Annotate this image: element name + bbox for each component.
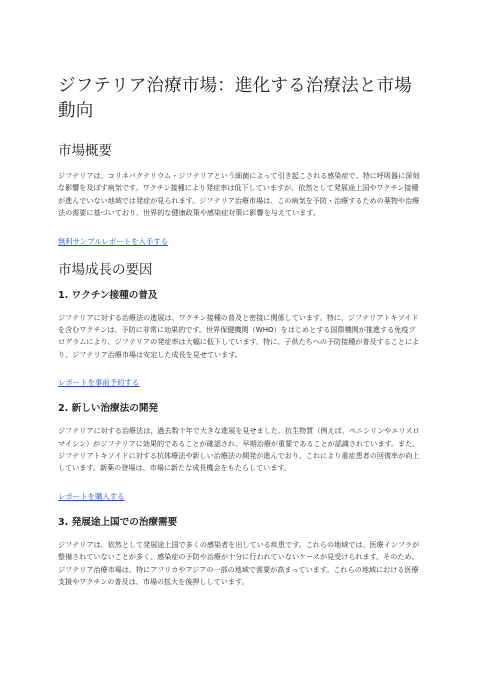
overview-heading: 市場概要 (58, 143, 112, 159)
overview-paragraph: ジフテリアは、コリネバクテリウム・ジフテリアという細菌によって引き起こされる感染症で、特に呼吸器に深刻な影響を及ぼす病気です。ワクチン接種により発症率は低下していますが、依然として発展途上国やワクチン接種が進んでいない地域では発症が見られます。ジフテリア治療市場は、この病気を予防・治療するための薬物や治療法の需要に基づいており、世界的な健康政策や感染症対策に影響を与えています。 (58, 171, 420, 218)
preorder-report-link[interactable]: レポートを事前予約する (58, 378, 140, 388)
growth-heading: 市場成長の要因 (58, 261, 153, 278)
section-developing-countries-title: 3. 発展途上国での治療需要 (58, 516, 178, 528)
free-sample-link[interactable]: 無料サンプルレポートを入手する (58, 236, 169, 246)
buy-report-link[interactable]: レポートを購入する (58, 491, 125, 501)
section-vaccination-paragraph: ジフテリアに対する治療法の進展は、ワクチン接種の普及と密接に関係しています。特に、ジフテリアトキソイドを含むワクチンは、予防に非常に効果的です。世界保健機関（WHO）をはじめとする国際機関が推進する免疫プログラムにより、ジフテリアの発症率は大幅に低下しています。特に、子供たちへの予防接種が普及することにより、ジフテリア治療市場は安定した成長を見せています。 (58, 312, 420, 359)
document-content (58, 74, 422, 598)
section-new-treatment-title: 2. 新しい治療法の開発 (58, 403, 159, 415)
page-title: ジフテリア治療市場：進化する治療法と市場動向 (58, 76, 412, 121)
section-vaccination-title: 1. ワクチン接種の普及 (58, 289, 158, 301)
section-new-treatment-paragraph: ジフテリアに対する治療法は、過去数十年で大きな進展を見せました。抗生物質（例えば、ペニシリンやエリスロマイシン）がジフテリアに効果的であることが確認され、早期治療が重要であることが認識されています。また、ジフテリアトキソイドに対する抗体療法や新しい治療法の開発が進んでおり、これにより重症患者の回復率が向上しています。新薬の登場は、市場に新たな成長機会をもたらしています。 (58, 426, 420, 473)
section-developing-countries-paragraph: ジフテリアは、依然として発展途上国で多くの感染者を出している疾患です。これらの地域では、医療インフラが整備されていないことが多く、感染症の予防や治療が十分に行われていないケースが見受けられます。そのため、ジフテリア治療市場は、特にアフリカやアジアの一部の地域で需要が高まっています。これらの地域における医療支援やワクチンの普及は、市場の拡大を後押ししています。 (58, 539, 420, 587)
